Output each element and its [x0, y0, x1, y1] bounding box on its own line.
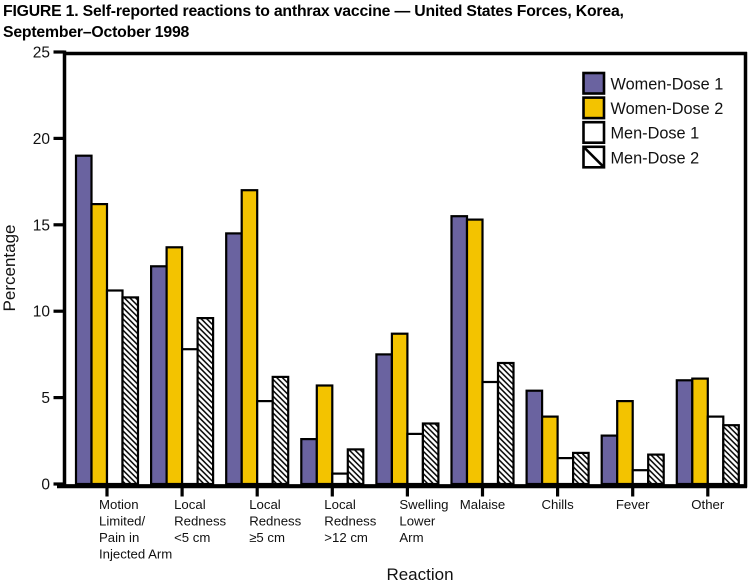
x-category-label-line: ≥5 cm	[249, 530, 286, 545]
y-tick-label-0: 0	[41, 476, 50, 494]
x-category-label-line: Redness	[324, 513, 377, 529]
y-axis-title: Percentage	[0, 224, 19, 312]
y-tick-label-15: 15	[32, 217, 50, 235]
figure-title: FIGURE 1. Self-reported reactions to anthrax vaccine — United States Forces, Korea, September–October 1998	[3, 3, 624, 41]
bar-men-dose-2-motion-limited-pain-in-injected-arm	[123, 297, 139, 484]
x-category-label-line: >12 cm	[324, 530, 368, 545]
bar-men-dose-1-chills	[558, 458, 574, 484]
bar-men-dose-2-fever	[648, 455, 664, 484]
x-category-label-swelling-lower-arm	[399, 497, 448, 545]
bar-men-dose-1-swelling-lower-arm	[407, 434, 423, 484]
bar-women-dose-1-fever	[602, 436, 618, 484]
bar-men-dose-1-motion-limited-pain-in-injected-arm	[107, 291, 123, 485]
bar-women-dose-1-other	[677, 380, 693, 484]
bar-women-dose-1-local-redness-5-cm	[226, 233, 242, 484]
y-tick-label-25: 25	[32, 44, 50, 62]
x-category-label-line: Redness	[174, 513, 227, 529]
x-category-label-line: <5 cm	[174, 530, 211, 545]
x-category-label-line: Pain in	[99, 530, 140, 545]
x-category-label-local-redness-5-cm	[174, 497, 226, 545]
bar-group-swelling-lower-arm	[376, 334, 438, 484]
y-tick-label-10: 10	[32, 303, 50, 321]
bar-men-dose-1-fever	[633, 470, 649, 484]
bar-men-dose-1-local-redness-5-cm	[257, 401, 273, 484]
bar-group-chills	[527, 391, 589, 484]
legend-item-men-dose-2	[584, 147, 700, 168]
legend-item-women-dose-2	[584, 98, 724, 119]
bar-men-dose-2-local-redness-5-cm	[198, 318, 214, 484]
legend-item-women-dose-1	[584, 73, 724, 94]
bar-women-dose-1-local-redness-5-cm	[151, 266, 167, 484]
x-category-label-line: Limited/	[99, 513, 146, 529]
legend-label-women-dose-1: Women-Dose 1	[610, 75, 724, 94]
bar-group-motion-limited-pain-in-injected-arm	[76, 156, 138, 484]
x-category-label-line: Lower	[399, 513, 436, 529]
bar-group-other	[677, 379, 739, 484]
bar-women-dose-1-motion-limited-pain-in-injected-arm	[76, 156, 92, 484]
bar-women-dose-2-other	[692, 379, 708, 484]
x-category-label-line: Local	[249, 497, 281, 512]
x-category-label-fever	[616, 497, 650, 512]
y-tick-label-20: 20	[32, 130, 50, 148]
y-tick-label-5: 5	[41, 390, 50, 408]
bar-women-dose-2-motion-limited-pain-in-injected-arm	[92, 204, 108, 484]
bar-women-dose-1-swelling-lower-arm	[376, 354, 392, 484]
x-category-label-line: Redness	[249, 513, 302, 529]
x-category-label-line: Arm	[399, 530, 424, 545]
bar-group-local-redness-5-cm	[226, 190, 288, 484]
legend-swatch-women-dose-2	[584, 98, 605, 119]
bar-women-dose-2-swelling-lower-arm	[392, 334, 408, 484]
bar-women-dose-2-malaise	[467, 220, 483, 484]
x-category-label-line: Injected Arm	[99, 546, 173, 562]
bar-men-dose-2-malaise	[498, 363, 514, 484]
x-category-label-local-redness-5-cm	[249, 497, 301, 545]
x-category-label-line: Swelling	[399, 497, 449, 512]
x-category-label-local-redness-12-cm	[324, 497, 376, 545]
bar-group-local-redness-12-cm	[301, 386, 363, 485]
legend-swatch-men-dose-1	[584, 122, 605, 143]
bar-men-dose-2-swelling-lower-arm	[423, 424, 439, 485]
x-category-label-line: Fever	[615, 497, 650, 512]
legend-label-men-dose-1: Men-Dose 1	[610, 124, 700, 143]
legend-item-men-dose-1	[584, 122, 700, 143]
legend-swatch-women-dose-1	[584, 73, 605, 94]
bar-men-dose-1-malaise	[483, 382, 499, 484]
bar-women-dose-2-fever	[617, 401, 633, 484]
bar-men-dose-2-chills	[573, 453, 589, 484]
bar-group-fever	[602, 401, 664, 484]
legend-label-women-dose-2: Women-Dose 2	[610, 100, 724, 119]
bar-women-dose-2-local-redness-5-cm	[167, 247, 183, 484]
x-category-label-line: Malaise	[459, 497, 506, 512]
x-category-label-line: Other	[691, 497, 725, 512]
x-category-label-malaise	[460, 497, 505, 512]
bar-group-local-redness-5-cm	[151, 247, 213, 484]
bar-women-dose-2-local-redness-5-cm	[242, 190, 258, 484]
bar-men-dose-1-local-redness-12-cm	[332, 474, 348, 484]
x-category-label-line: Local	[174, 497, 206, 512]
x-category-label-other	[691, 497, 725, 512]
bar-women-dose-1-malaise	[452, 216, 468, 484]
bar-men-dose-2-local-redness-5-cm	[273, 377, 289, 484]
bar-men-dose-1-local-redness-5-cm	[182, 349, 198, 484]
bar-group-malaise	[452, 216, 514, 484]
x-category-label-motion-limited-pain-in-injected-arm	[99, 497, 172, 562]
x-category-label-line: Local	[324, 497, 356, 512]
bar-women-dose-2-chills	[542, 417, 558, 484]
legend-label-men-dose-2: Men-Dose 2	[610, 149, 700, 168]
x-category-label-line: Motion	[99, 497, 139, 512]
bar-women-dose-1-local-redness-12-cm	[301, 439, 317, 484]
bar-women-dose-1-chills	[527, 391, 543, 484]
x-axis-title: Reaction	[386, 565, 454, 584]
bar-men-dose-2-other	[723, 425, 739, 484]
bar-men-dose-1-other	[708, 417, 724, 484]
x-category-label-chills	[541, 497, 574, 512]
bar-women-dose-2-local-redness-12-cm	[317, 386, 333, 485]
x-category-label-line: Chills	[541, 497, 574, 512]
bar-men-dose-2-local-redness-12-cm	[348, 449, 364, 484]
